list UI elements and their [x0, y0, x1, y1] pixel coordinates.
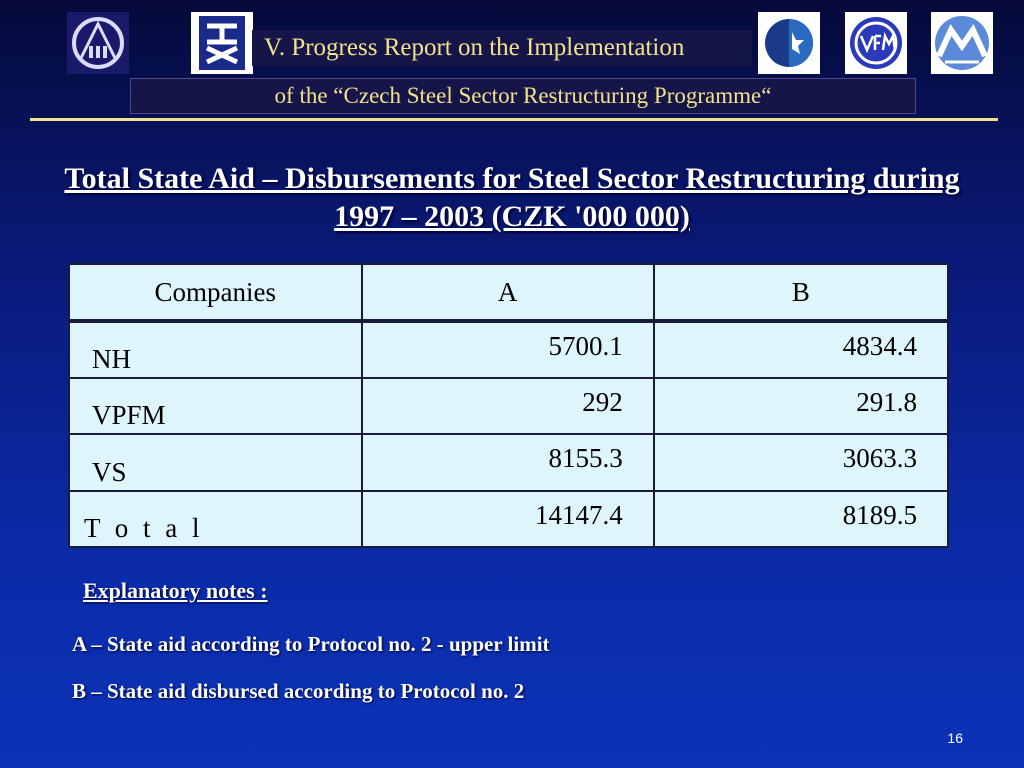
- total-label-cell: [69, 491, 362, 547]
- value-a-cell: [362, 378, 654, 434]
- page-number: 16: [947, 730, 963, 746]
- total-value-a: 14147.4: [535, 499, 623, 530]
- header-title-line1: V. Progress Report on the Implementation: [252, 30, 752, 66]
- column-header-b: B: [654, 264, 948, 321]
- company-cell: [69, 434, 362, 490]
- value-b-cell: [654, 434, 948, 490]
- company-cell: [69, 378, 362, 434]
- value-a-cell: [362, 321, 654, 378]
- note-a: A – State aid according to Protocol no. 2 - upper limit: [72, 632, 550, 656]
- m-logo-icon: [931, 12, 993, 74]
- vs-logo-icon: [758, 12, 820, 74]
- table-row-total: [69, 491, 948, 547]
- total-value-b: 8189.5: [842, 499, 917, 530]
- arch-logo-icon: [67, 12, 129, 74]
- company-name: VPFM: [92, 400, 166, 431]
- column-header-a: A: [362, 264, 654, 321]
- column-header-companies: Companies: [69, 264, 362, 321]
- table-row: [69, 378, 948, 434]
- value-b: 291.8: [856, 387, 917, 418]
- value-b-cell: [654, 491, 948, 547]
- total-label: T o t a l: [84, 513, 204, 543]
- table-row: [69, 321, 948, 378]
- value-b-cell: [654, 378, 948, 434]
- note-b: B – State aid disbursed according to Protocol no. 2: [72, 679, 525, 703]
- value-a: 8155.3: [548, 443, 623, 474]
- value-b-cell: [654, 321, 948, 378]
- notes-heading: Explanatory notes :: [83, 578, 268, 603]
- value-a: 5700.1: [548, 331, 623, 361]
- header-title-line2: of the “Czech Steel Sector Restructuring Programme“: [130, 78, 916, 114]
- value-b: 4834.4: [842, 331, 917, 361]
- state-aid-table: [68, 263, 949, 548]
- value-b: 3063.3: [842, 443, 917, 474]
- slide-title: Total State Aid – Disbursements for Steel Sector Restructuring during 1997 – 2003 (CZK '000 000): [64, 162, 960, 233]
- table-header-row: [69, 264, 948, 321]
- header-divider: [30, 118, 998, 121]
- nh-logo-icon: [191, 12, 253, 74]
- vpfm-logo-icon: [845, 12, 907, 74]
- company-cell: [69, 321, 362, 378]
- value-a-cell: [362, 434, 654, 490]
- table-row: [69, 434, 948, 490]
- company-name: VS: [92, 456, 127, 487]
- value-a-cell: [362, 491, 654, 547]
- company-name: NH: [92, 344, 131, 375]
- value-a: 292: [582, 387, 623, 418]
